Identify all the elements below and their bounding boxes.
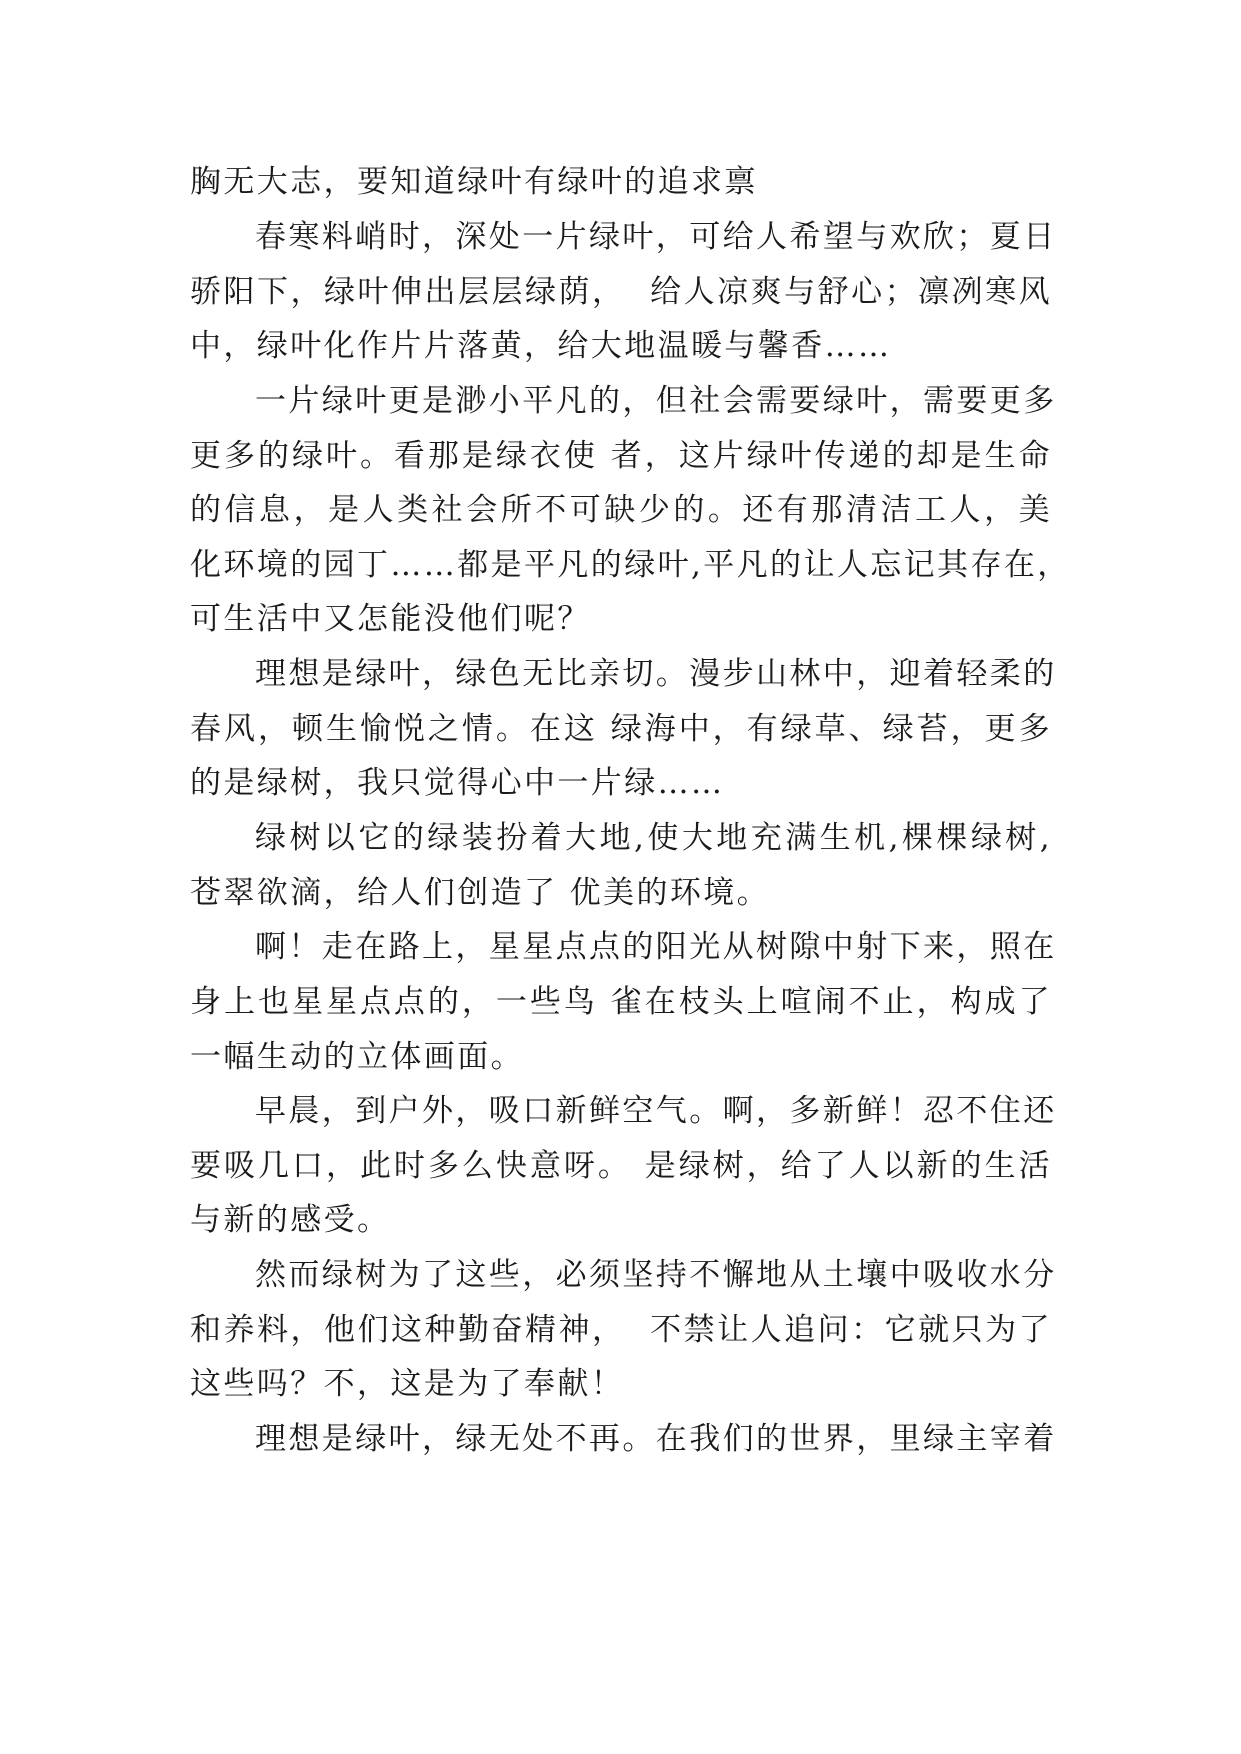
text-line: 更多的绿叶。看那是绿衣使 者，这片绿叶传递的却是生命 bbox=[190, 438, 1052, 474]
text-line: 苍翠欲滴，给人们创造了 优美的环境。 bbox=[190, 875, 771, 911]
text-line: 和养料，他们这种勤奋精神， 不禁让人追问：它就只为了 bbox=[190, 1312, 1052, 1348]
text-line: 春风，顿生愉悦之情。在这 绿海中，有绿草、绿苔，更多 bbox=[190, 711, 1052, 747]
text-line: 啊！走在路上，星星点点的阳光从树隙中射下来，照在 bbox=[255, 929, 1057, 965]
text-line: 化环境的园丁……都是平凡的绿叶,平凡的让人忘记其存在， bbox=[190, 547, 1071, 583]
text-line: 理想是绿叶，绿色无比亲切。漫步山林中，迎着轻柔的 bbox=[255, 656, 1057, 692]
text-line: 理想是绿叶，绿无处不再。在我们的世界，里绿主宰着 bbox=[255, 1421, 1057, 1457]
text-line: 然而绿树为了这些，必须坚持不懈地从土壤中吸收水分 bbox=[255, 1257, 1057, 1293]
text-line: 的信息，是人类社会所不可缺少的。还有那清洁工人，美 bbox=[190, 492, 1052, 528]
text-line: 绿树以它的绿装扮着大地,使大地充满生机,棵棵绿树, bbox=[255, 820, 1052, 856]
text-line: 胸无大志，要知道绿叶有绿叶的追求禀 bbox=[190, 164, 758, 200]
text-line: 一片绿叶更是渺小平凡的，但社会需要绿叶，需要更多 bbox=[255, 383, 1057, 419]
text-line: 一幅生动的立体画面。 bbox=[190, 1039, 524, 1075]
text-line: 要吸几口，此时多么快意呀。 是绿树，给了人以新的生活 bbox=[190, 1148, 1052, 1184]
text-line: 春寒料峭时，深处一片绿叶，可给人希望与欢欣；夏日 bbox=[255, 219, 1057, 255]
text-line: 的是绿树，我只觉得心中一片绿…… bbox=[190, 765, 725, 801]
text-line: 早晨，到户外，吸口新鲜空气。啊，多新鲜！忍不住还 bbox=[255, 1093, 1057, 1129]
text-line: 中，绿叶化作片片落黄，给大地温暖与馨香…… bbox=[190, 328, 892, 364]
text-line: 骄阳下，绿叶伸出层层绿荫， 给人凉爽与舒心；凛冽寒风 bbox=[190, 274, 1052, 310]
text-line: 可生活中又怎能没他们呢？ bbox=[190, 601, 591, 637]
text-line: 这些吗？不，这是为了奉献！ bbox=[190, 1366, 625, 1402]
text-line: 身上也星星点点的，一些鸟 雀在枝头上喧闹不止，构成了 bbox=[190, 984, 1052, 1020]
text-line: 与新的感受。 bbox=[190, 1202, 391, 1238]
